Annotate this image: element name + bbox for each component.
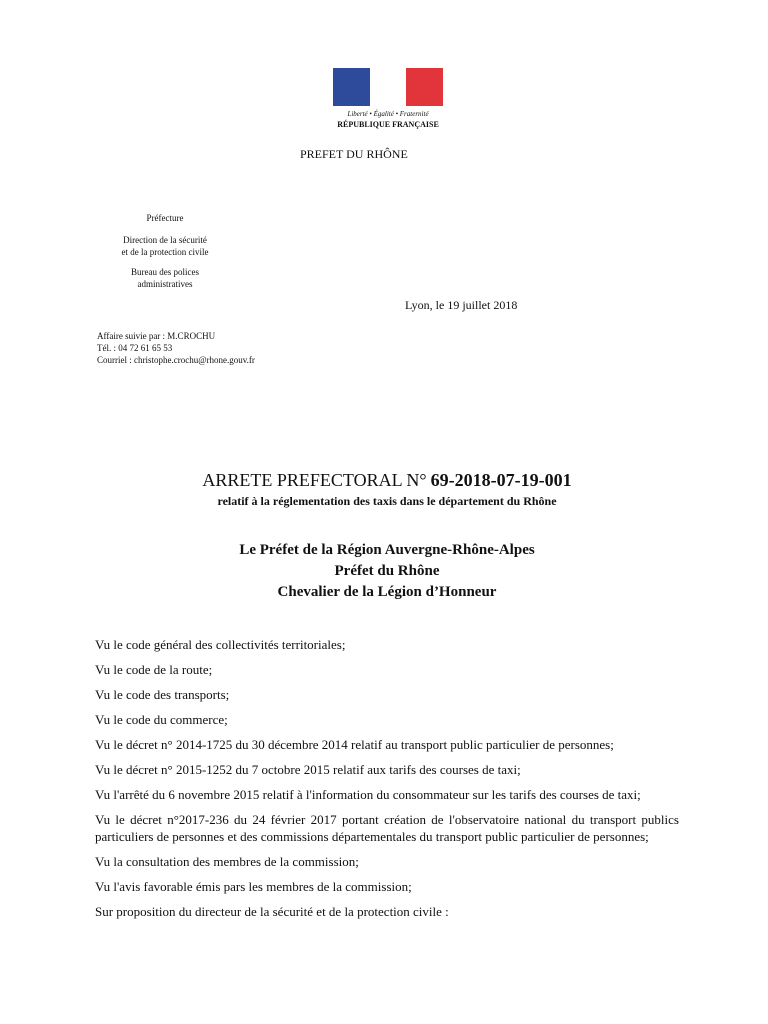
direction-label-2: et de la protection civile: [121, 247, 209, 257]
sidebar: [95, 212, 235, 290]
motto: Liberté • Égalité • Fraternité: [347, 110, 429, 118]
arrete-number: 69-2018-07-19-001: [430, 470, 572, 490]
visa-item: Sur proposition du directeur de la sécurité et de la protection civile :: [95, 904, 449, 919]
republic-label: RÉPUBLIQUE FRANÇAISE: [337, 120, 439, 129]
visa-item: Vu l'arrêté du 6 novembre 2015 relatif à l'information du consommateur sur les tarifs des courses de taxi;: [95, 787, 641, 802]
visa-item: Vu le décret n° 2014-1725 du 30 décembre 2014 relatif au transport public particulier de personnes;: [95, 737, 614, 752]
prefect-heading: PREFET DU RHÔNE: [300, 147, 408, 161]
arrete-title: [95, 470, 679, 491]
visa-item: Vu le décret n°2017-236 du 24 février 2017 portant création de l'observatoire national du transport publics particuliers de personnes et des commissions départementales du transport public particulier de personnes;: [95, 812, 679, 844]
prefet-title-block: [95, 540, 679, 603]
date-line: Lyon, le 19 juillet 2018: [405, 298, 518, 312]
prefecture-label: Préfecture: [146, 213, 184, 223]
visa-item: Vu la consultation des membres de la commission;: [95, 854, 359, 869]
marianne-logo: [333, 68, 443, 129]
flag-icon: [333, 68, 443, 106]
prefet-line-2: Préfet du Rhône: [334, 563, 440, 579]
contact-block: [97, 330, 255, 366]
visa-item: Vu le décret n° 2015-1252 du 7 octobre 2015 relatif aux tarifs des courses de taxi;: [95, 762, 521, 777]
visa-item: Vu le code des transports;: [95, 687, 230, 702]
visa-item: Vu le code général des collectivités territoriales;: [95, 637, 346, 652]
prefet-line-3: Chevalier de la Légion d’Honneur: [277, 584, 497, 600]
affaire-line: Affaire suivie par : M.CROCHU: [97, 331, 216, 341]
title-prefix: ARRETE PREFECTORAL N°: [202, 470, 427, 490]
direction-label-1: Direction de la sécurité: [123, 235, 207, 245]
visas-list: [95, 636, 679, 928]
email-line: Courriel : christophe.crochu@rhone.gouv.fr: [97, 355, 255, 365]
prefet-line-1: Le Préfet de la Région Auvergne-Rhône-Alpes: [239, 542, 535, 558]
arrete-subtitle: relatif à la réglementation des taxis dans le département du Rhône: [217, 494, 557, 508]
bureau-label-2: administratives: [137, 279, 193, 289]
bureau-label-1: Bureau des polices: [131, 267, 199, 277]
visa-item: Vu le code de la route;: [95, 662, 213, 677]
visa-item: Vu l'avis favorable émis pars les membres de la commission;: [95, 879, 412, 894]
tel-line: Tél. : 04 72 61 65 53: [97, 343, 173, 353]
visa-item: Vu le code du commerce;: [95, 712, 228, 727]
